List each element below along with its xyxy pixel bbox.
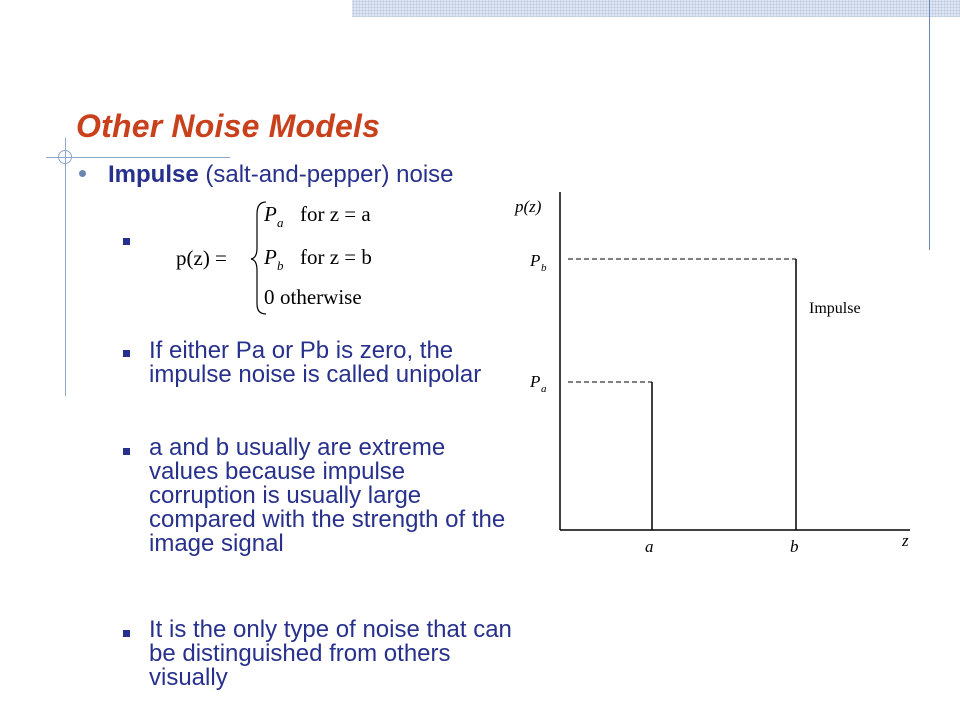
pb-label-sub: b xyxy=(541,262,547,274)
square-bullet-icon xyxy=(123,350,130,357)
y-axis-label: p(z) xyxy=(515,197,542,216)
impulse-noise-figure xyxy=(508,186,938,566)
square-bullet-icon xyxy=(123,238,130,245)
header-texture-band xyxy=(352,0,960,17)
pa-label-sub: a xyxy=(541,383,547,395)
tick-b-label: b xyxy=(790,537,799,556)
decorative-horizontal-line xyxy=(46,157,230,158)
sub-bullet-3: It is the only type of noise that can be distinguished from others visually xyxy=(149,616,512,691)
formula-lhs: p(z) = xyxy=(176,246,227,270)
sub-bullet-2: a and b usually are extreme values because impulse corruption is usually large compared with the strength of the image signal xyxy=(149,434,506,557)
slide-title: Other Noise Models xyxy=(76,108,381,144)
x-axis-label: z xyxy=(902,531,909,550)
decorative-circle xyxy=(58,150,72,164)
main-bullet-text xyxy=(108,160,498,189)
case-2-condition: for z = b xyxy=(300,245,372,269)
impulse-pdf-formula xyxy=(170,196,410,316)
square-bullet-icon xyxy=(123,448,130,455)
case-1-value: P xyxy=(264,202,277,226)
formula-case-3 xyxy=(264,285,362,309)
main-bullet-rest: (salt-and-pepper) noise xyxy=(198,161,454,188)
case-2-sub: b xyxy=(277,258,284,273)
sub-bullet-1: If either Pa or Pb is zero, the impulse noise is called unipolar xyxy=(149,337,482,388)
decorative-left-line xyxy=(65,138,66,396)
main-bullet-bold: Impulse xyxy=(108,161,199,188)
formula-case-2 xyxy=(263,245,372,273)
case-2-value: P xyxy=(264,245,277,269)
bullet-dot-icon xyxy=(79,170,86,177)
formula-case-1 xyxy=(263,202,371,230)
case-3-condition: otherwise xyxy=(280,285,362,309)
impulse-label: Impulse xyxy=(809,300,861,317)
pb-label: P xyxy=(530,251,541,270)
pa-label: P xyxy=(530,372,541,391)
case-3-value: 0 xyxy=(264,285,275,309)
square-bullet-icon xyxy=(123,630,130,637)
case-1-condition: for z = a xyxy=(300,202,371,226)
case-1-sub: a xyxy=(277,215,284,230)
tick-a-label: a xyxy=(645,537,654,556)
